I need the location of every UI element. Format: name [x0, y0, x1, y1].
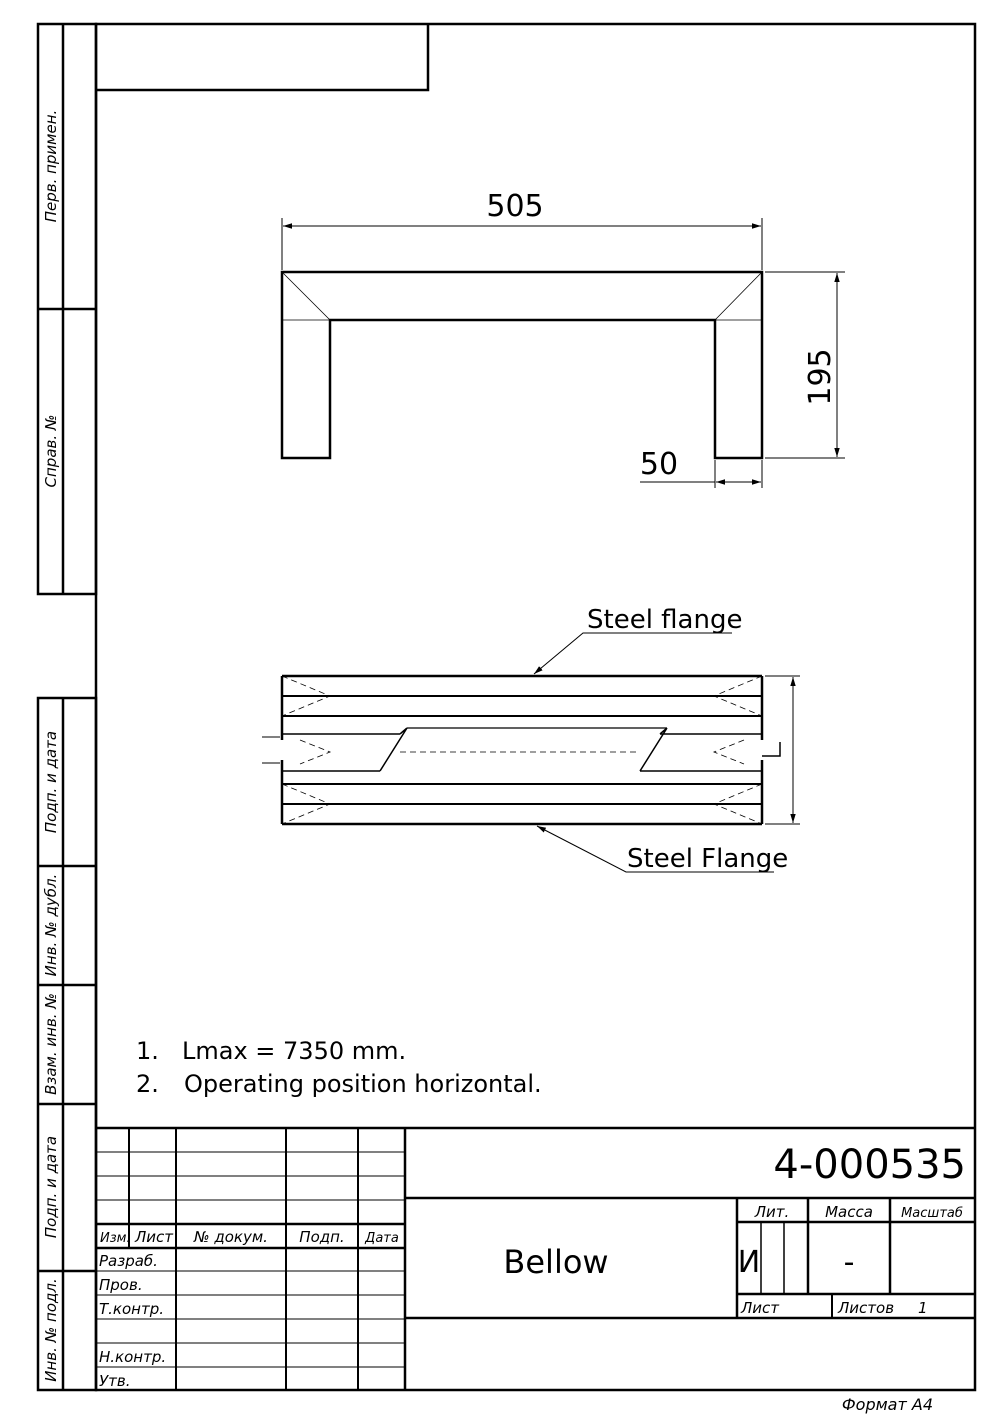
top-stamp-box: [96, 24, 428, 90]
side-label-inv-no-podl: Инв. № подл.: [42, 1278, 60, 1382]
leader-top-label: Steel flange: [587, 605, 743, 635]
note-1-text: Lmax = 7350 mm.: [182, 1037, 407, 1065]
bellow-view: [262, 676, 780, 824]
profile-view: [282, 272, 762, 458]
side-label-sprav-no: Справ. №: [42, 414, 60, 488]
col-no-dokum: № докум.: [194, 1228, 268, 1246]
sheets-value: 1: [918, 1299, 928, 1317]
dimension-leg-label: 50: [639, 447, 679, 482]
col-podp: Подп.: [299, 1228, 345, 1246]
leader-top: [534, 633, 732, 674]
dimension-width-label: 505: [486, 189, 544, 224]
side-label-vzam-inv-no: Взам. инв. №: [42, 993, 60, 1095]
lit-value: И: [737, 1245, 761, 1280]
col-izm: Изм.: [100, 1231, 131, 1246]
format-label: Формат А4: [841, 1395, 933, 1414]
bellow-height-dimension: [765, 676, 800, 824]
document-number: 4-000535: [773, 1142, 966, 1188]
sheet-label: Лист: [741, 1299, 780, 1317]
masshtab-label: Масштаб: [901, 1206, 963, 1221]
side-label-inv-no-dubl: Инв. № дубл.: [42, 873, 60, 977]
side-label-podp-data-2: Подп. и дата: [42, 1135, 60, 1239]
massa-value: -: [843, 1245, 855, 1280]
note-2-number: 2.: [136, 1070, 159, 1098]
row-tkontr: Т.контр.: [99, 1300, 165, 1318]
side-label-podp-data-1: Подп. и дата: [42, 730, 60, 834]
dimension-width: [282, 218, 762, 270]
document-name: Bellow: [503, 1243, 609, 1281]
sheets-label: Листов: [838, 1299, 895, 1317]
row-utv: Утв.: [99, 1372, 131, 1390]
note-1-number: 1.: [136, 1037, 159, 1065]
row-prov: Пров.: [99, 1276, 143, 1294]
leader-bottom-label: Steel Flange: [627, 844, 789, 874]
note-2-text: Operating position horizontal.: [184, 1070, 542, 1098]
lit-label: Лит.: [754, 1203, 790, 1221]
col-data: Дата: [365, 1231, 399, 1246]
row-razrab: Разраб.: [99, 1252, 158, 1270]
row-nkontr: Н.контр.: [99, 1348, 167, 1366]
dimension-height-label: 195: [803, 348, 838, 406]
side-label-perv-primen: Перв. примен.: [42, 109, 60, 223]
col-list: Лист: [135, 1228, 174, 1246]
massa-label: Масса: [825, 1203, 873, 1221]
